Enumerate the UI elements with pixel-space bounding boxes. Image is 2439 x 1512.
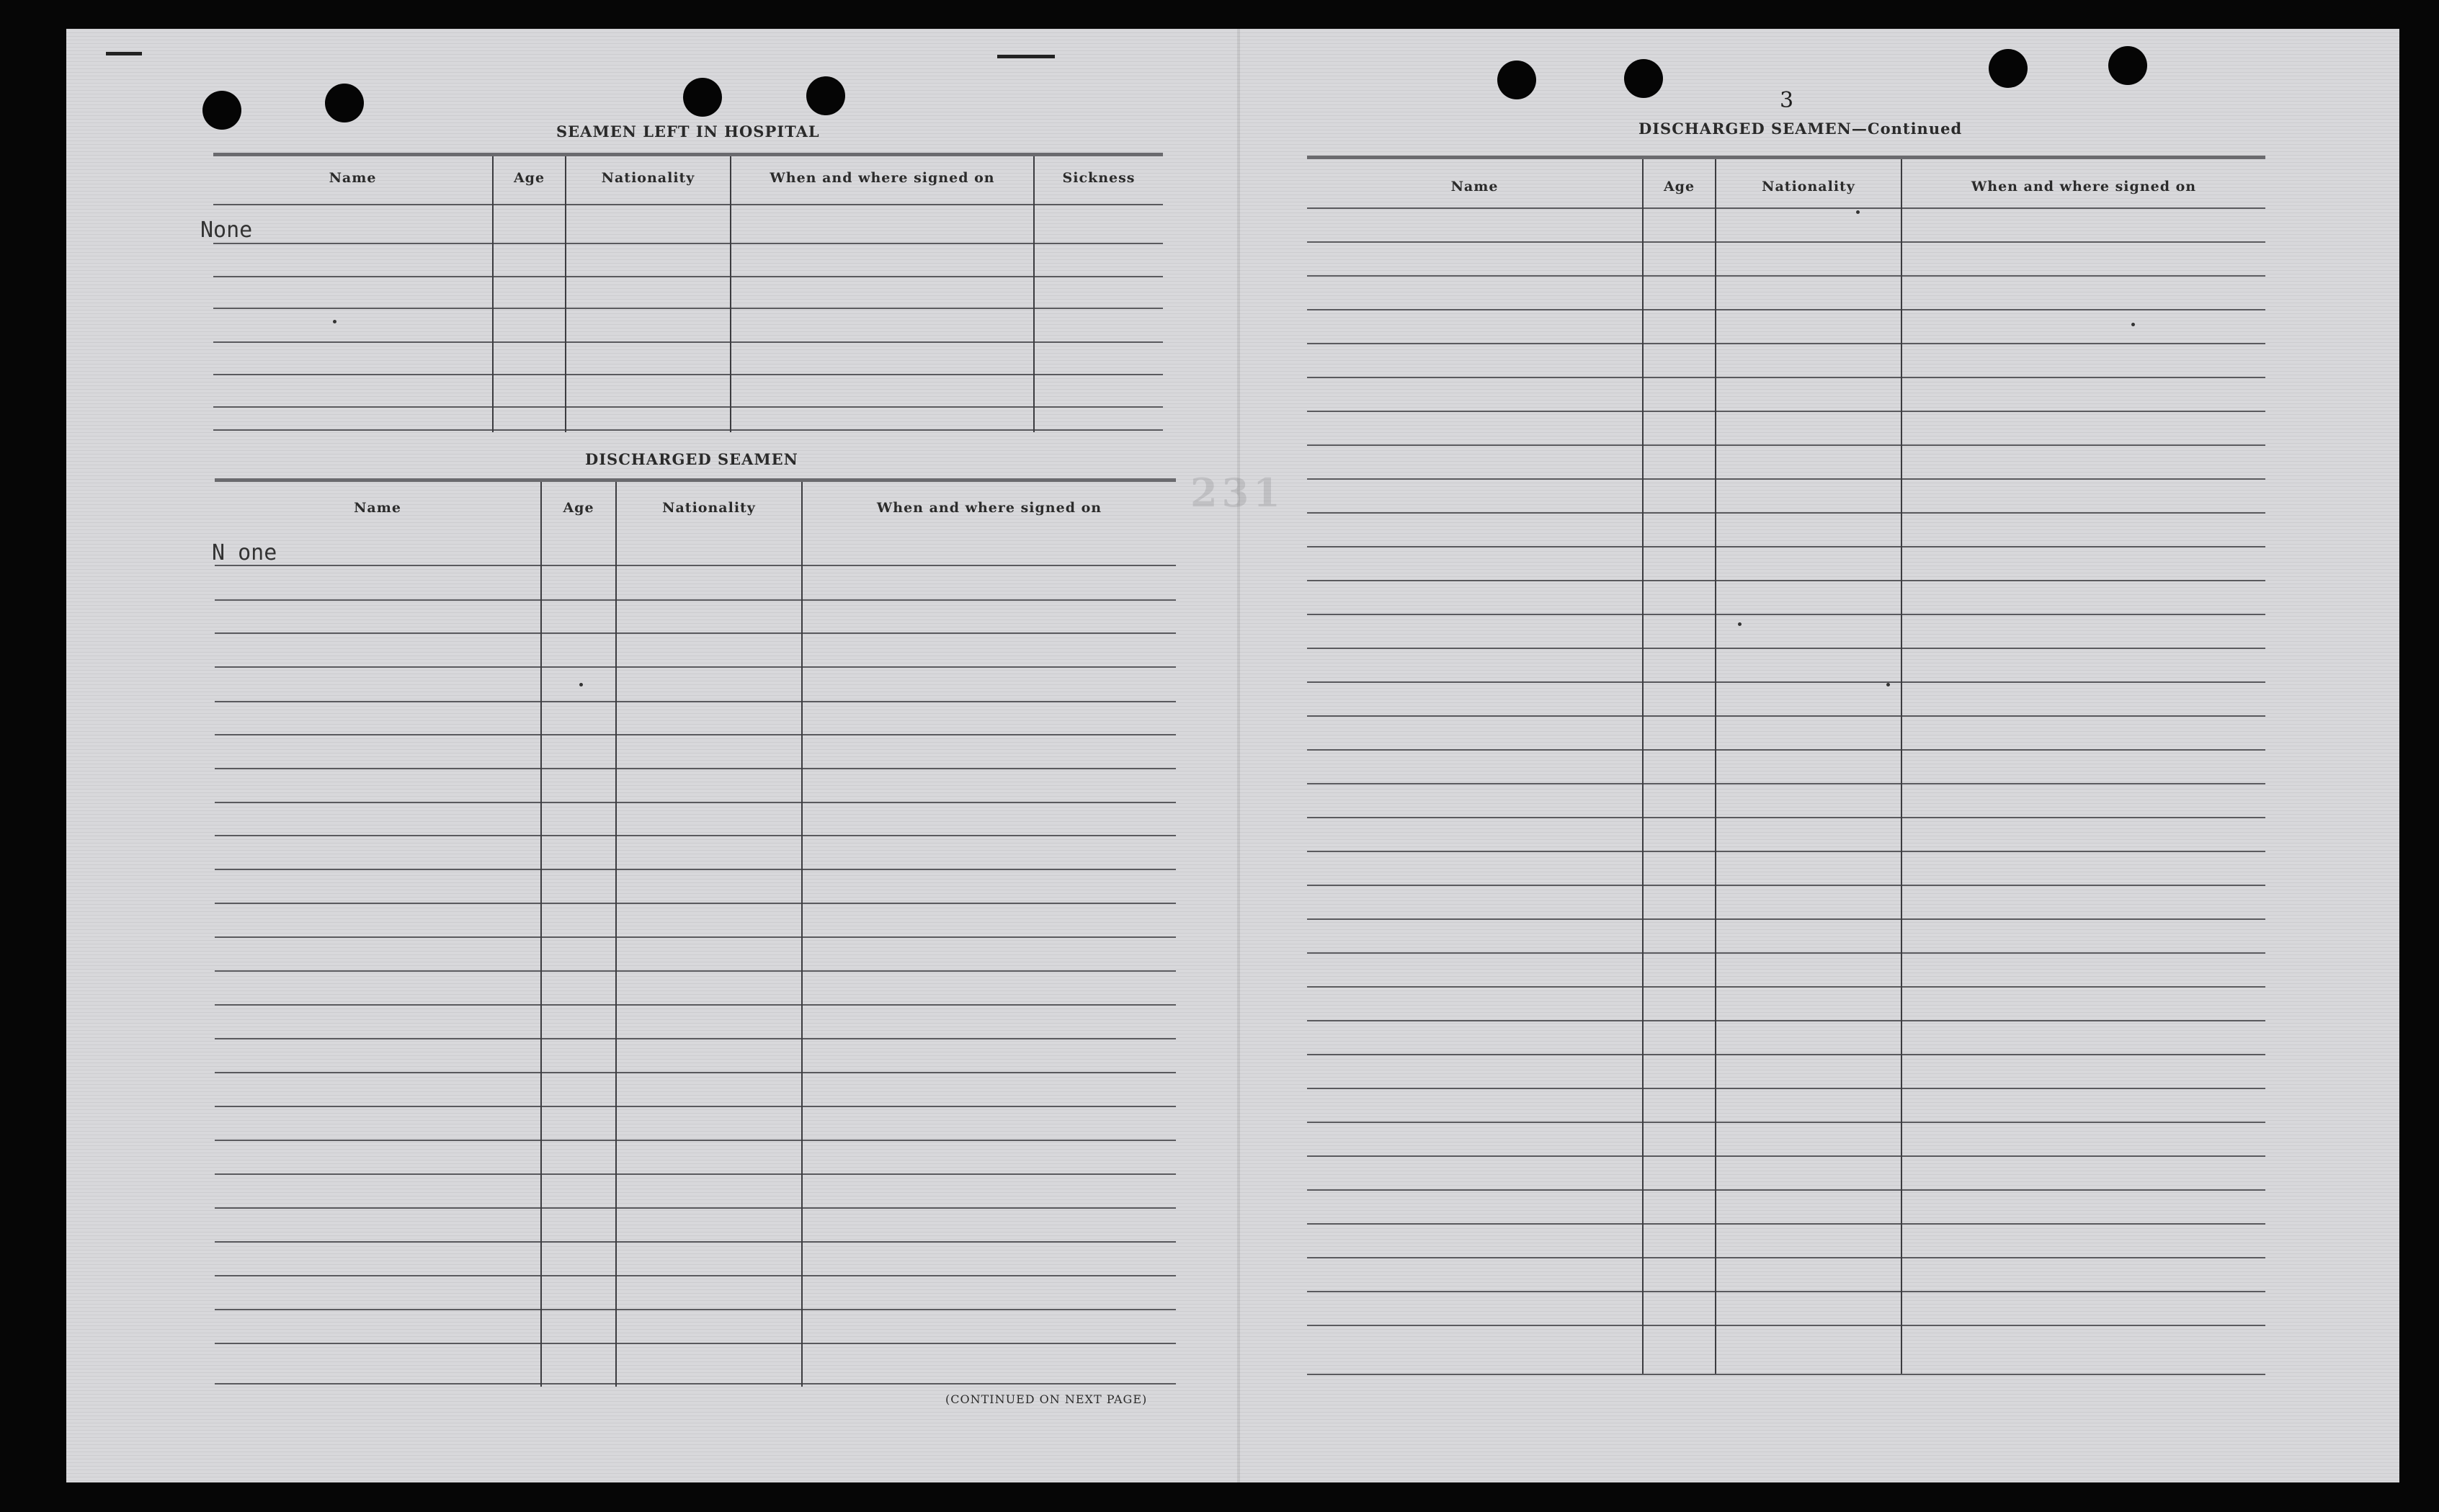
rule	[1307, 918, 2265, 920]
punch-hole	[2108, 46, 2147, 85]
rule	[215, 1072, 1176, 1073]
rule	[215, 1207, 1176, 1209]
rule	[215, 632, 1176, 634]
rule	[215, 701, 1176, 702]
rule	[213, 204, 1163, 205]
punch-hole	[1624, 59, 1663, 98]
rule	[1307, 885, 2265, 886]
col-header-nationality: Nationality	[662, 500, 756, 516]
rule	[1307, 1257, 2265, 1258]
rule	[1307, 156, 2265, 159]
rule	[215, 1140, 1176, 1141]
column-divider	[540, 482, 542, 1387]
rule	[1307, 580, 2265, 581]
col-header-nationality: Nationality	[601, 170, 695, 186]
rule	[1307, 1088, 2265, 1089]
page-number: 3	[1780, 88, 1794, 113]
punch-hole	[683, 78, 722, 117]
punch-hole	[1989, 49, 2028, 88]
rule	[215, 734, 1176, 735]
rule	[1307, 1223, 2265, 1225]
ink-mark	[997, 55, 1055, 58]
col-header-signed-on: When and where signed on	[876, 500, 1102, 516]
column-divider	[1901, 159, 1902, 1374]
punch-hole	[806, 76, 845, 115]
column-divider	[1715, 159, 1716, 1374]
ink-mark	[106, 52, 142, 55]
rule	[1307, 241, 2265, 243]
col-header-age: Age	[563, 500, 594, 516]
rule	[1307, 275, 2265, 277]
rule	[1307, 1291, 2265, 1292]
rule	[1307, 512, 2265, 514]
rule	[1307, 952, 2265, 954]
rule	[1307, 715, 2265, 717]
column-divider	[1033, 156, 1035, 432]
hospital-entry: None	[200, 218, 253, 243]
continued-note: (CONTINUED ON NEXT PAGE)	[945, 1392, 1148, 1406]
rule	[215, 1343, 1176, 1344]
col-header-signed-on: When and where signed on	[770, 170, 995, 186]
rule	[1307, 1054, 2265, 1055]
col-header-signed-on: When and where signed on	[1971, 179, 2197, 194]
continued-heading-main: DISCHARGED SEAMEN	[1638, 120, 1852, 138]
col-header-name: Name	[1450, 179, 1499, 194]
punch-hole	[1497, 61, 1536, 99]
column-divider	[492, 156, 494, 432]
rule	[215, 599, 1176, 601]
discharged-heading: DISCHARGED SEAMEN	[585, 450, 798, 468]
rule	[1307, 749, 2265, 751]
rule	[215, 565, 1176, 566]
rule	[215, 478, 1176, 482]
rule	[1307, 681, 2265, 683]
hospital-table	[200, 153, 1163, 432]
rule	[213, 153, 1163, 156]
rule	[1307, 343, 2265, 344]
rule	[1307, 986, 2265, 988]
column-divider	[615, 482, 617, 1387]
rule	[213, 308, 1163, 309]
rule	[1307, 1122, 2265, 1123]
rule	[215, 1241, 1176, 1243]
rule	[213, 276, 1163, 277]
column-divider	[565, 156, 566, 432]
rule	[1307, 1155, 2265, 1157]
rule	[1307, 817, 2265, 818]
rule	[215, 936, 1176, 938]
continued-heading	[1638, 120, 1962, 138]
discharged-table	[212, 478, 1176, 1390]
rule	[1307, 309, 2265, 310]
rule	[215, 869, 1176, 870]
hospital-heading: SEAMEN LEFT IN HOSPITAL	[556, 122, 820, 140]
rule	[1307, 546, 2265, 547]
column-divider	[730, 156, 731, 432]
rule	[1307, 1374, 2265, 1375]
discharged-continued-table	[1307, 156, 2265, 1379]
rule	[215, 835, 1176, 836]
rule	[1307, 207, 2265, 209]
rule	[213, 429, 1163, 431]
column-divider	[801, 482, 803, 1387]
punch-hole	[325, 84, 364, 122]
col-header-nationality: Nationality	[1762, 179, 1855, 194]
rule	[215, 666, 1176, 668]
discharged-entry: N one	[212, 540, 277, 565]
rule	[215, 1173, 1176, 1175]
rule	[1307, 478, 2265, 480]
rule	[1307, 783, 2265, 784]
rule	[1307, 411, 2265, 412]
rule	[1307, 614, 2265, 615]
continued-heading-suffix: —Continued	[1851, 120, 1963, 138]
rule	[1307, 648, 2265, 649]
col-header-sickness: Sickness	[1062, 170, 1136, 186]
col-header-age: Age	[513, 170, 545, 186]
rule	[215, 970, 1176, 972]
rule	[215, 1106, 1176, 1107]
faint-stamp-mark: 231	[1190, 470, 1285, 516]
rule	[215, 1275, 1176, 1276]
rule	[1307, 444, 2265, 446]
rule	[213, 243, 1163, 244]
rule	[1307, 1189, 2265, 1191]
col-header-name: Name	[329, 170, 377, 186]
rule	[1307, 851, 2265, 852]
column-divider	[1642, 159, 1644, 1374]
rule	[215, 903, 1176, 904]
rule	[1307, 1020, 2265, 1021]
rule	[215, 1038, 1176, 1039]
rule	[215, 1309, 1176, 1310]
rule	[215, 768, 1176, 769]
center-fold	[1237, 29, 1240, 1482]
rule	[215, 802, 1176, 803]
punch-hole	[202, 91, 241, 130]
rule	[215, 1383, 1176, 1384]
rule	[215, 1004, 1176, 1006]
rule	[213, 341, 1163, 343]
col-header-name: Name	[354, 500, 401, 516]
rule	[1307, 377, 2265, 378]
rule	[213, 406, 1163, 408]
rule	[213, 374, 1163, 375]
rule	[1307, 1325, 2265, 1326]
col-header-age: Age	[1663, 179, 1695, 194]
